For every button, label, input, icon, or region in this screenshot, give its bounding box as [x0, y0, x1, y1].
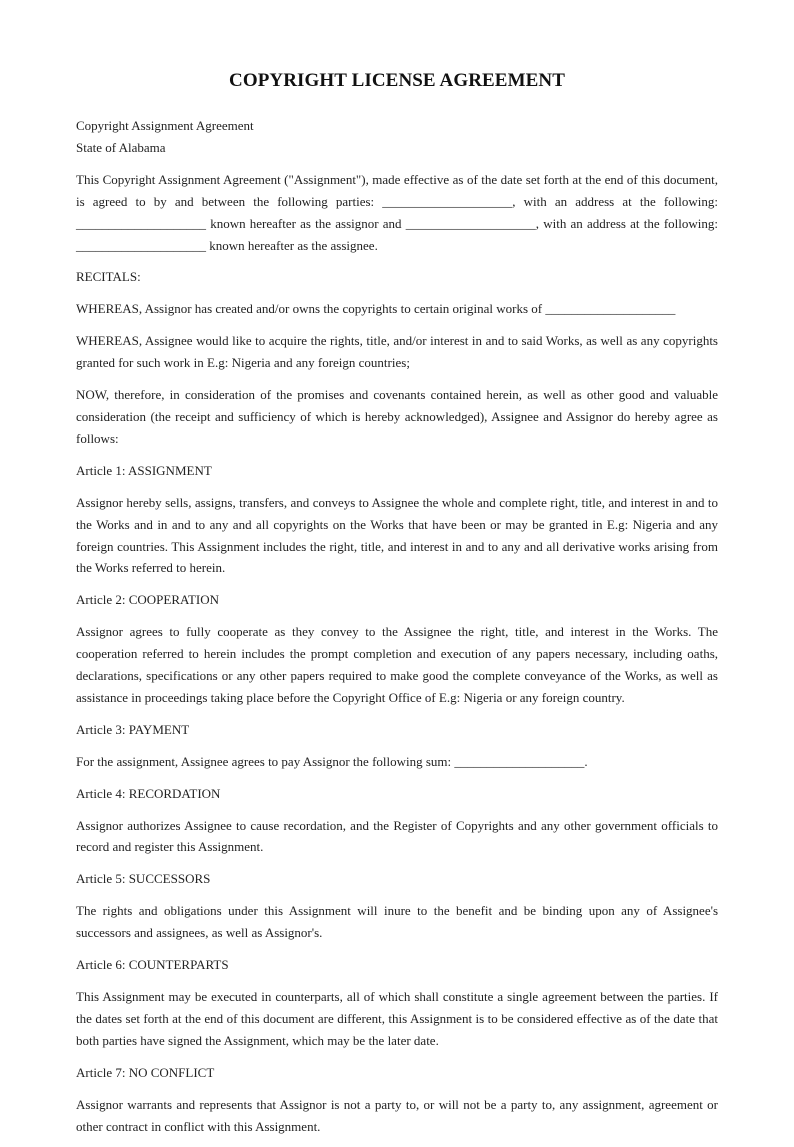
article-1-heading: Article 1: ASSIGNMENT	[76, 462, 212, 478]
intro-paragraph: This Copyright Assignment Agreement ("Assignment"), made effective as of the date set forth at the end of this document, is agreed to by and between the following parties: ____________________, with an address at the following: ____________________ known hereafter as the assignor and ____________________, with an address at the following: ____________________ known hereafter as the assignee.	[76, 171, 718, 253]
article-5-text: The rights and obligations under this Assignment will inure to the benefit and be binding upon any of Assignee's successors and assignees, as well as Assignor's.	[76, 903, 718, 941]
article-6-text: This Assignment may be executed in counterparts, all of which shall constitute a single agreement between the parties. If the dates set forth at the end of this document are different, this Assignment is to be considered effective as of the date that both parties have signed the Assignment, which may be the later date.	[76, 989, 718, 1048]
article-3-text: For the assignment, Assignee agrees to pay Assignor the following sum: ____________________.	[76, 753, 588, 769]
article-4-text: Assignor authorizes Assignee to cause recordation, and the Register of Copyrights and any other government officials to record and register this Assignment.	[76, 817, 718, 855]
whereas-paragraph-1: WHEREAS, Assignor has created and/or owns the copyrights to certain original works of ____________________	[76, 301, 676, 317]
now-therefore-paragraph: NOW, therefore, in consideration of the promises and covenants contained herein, as well as other good and valuable consideration (the receipt and sufficiency of which is hereby acknowledged), Assignee and Assignor do hereby agree as follows:	[76, 387, 718, 446]
article-2-heading: Article 2: COOPERATION	[76, 592, 219, 608]
document-body	[76, 115, 718, 1147]
article-5-heading: Article 5: SUCCESSORS	[76, 871, 211, 887]
whereas-paragraph-2: WHEREAS, Assignee would like to acquire the rights, title, and/or interest in and to said Works, as well as any copyrights granted for such work in E.g: Nigeria and any foreign countries;	[76, 333, 718, 371]
recitals-heading: RECITALS:	[76, 269, 141, 285]
article-6-heading: Article 6: COUNTERPARTS	[76, 957, 229, 973]
document-subheading: Copyright Assignment Agreement	[76, 118, 254, 133]
article-1-text: Assignor hereby sells, assigns, transfers, and conveys to Assignee the whole and complete right, title, and interest in and to the Works and in and to any and all copyrights on the Works that have been or may be granted in E.g: Nigeria and any foreign countries. This Assignment includes the right, title, and interest in and to any and all derivative works arising from the Works referred to herein.	[76, 494, 718, 576]
article-7-heading: Article 7: NO CONFLICT	[76, 1064, 215, 1080]
article-3-heading: Article 3: PAYMENT	[76, 721, 190, 737]
article-7-text: Assignor warrants and represents that Assignor is not a party to, or will not be a party to, any assignment, agreement or other contract in conflict with this Assignment.	[76, 1096, 718, 1134]
document-state: State of Alabama	[76, 139, 166, 155]
article-2-text: Assignor agrees to fully cooperate as they convey to the Assignee the right, title, and interest in the Works. The cooperation referred to herein includes the prompt completion and execution of any papers necessary, including oaths, declarations, specifications or any other papers required to make good the complete conveyance of the Works, as well as assistance in proceedings taking place before the Copyright Office of E.g: Nigeria or any foreign country.	[76, 624, 718, 705]
article-4-heading: Article 4: RECORDATION	[76, 785, 221, 801]
document-title: COPYRIGHT LICENSE AGREEMENT	[229, 70, 565, 91]
